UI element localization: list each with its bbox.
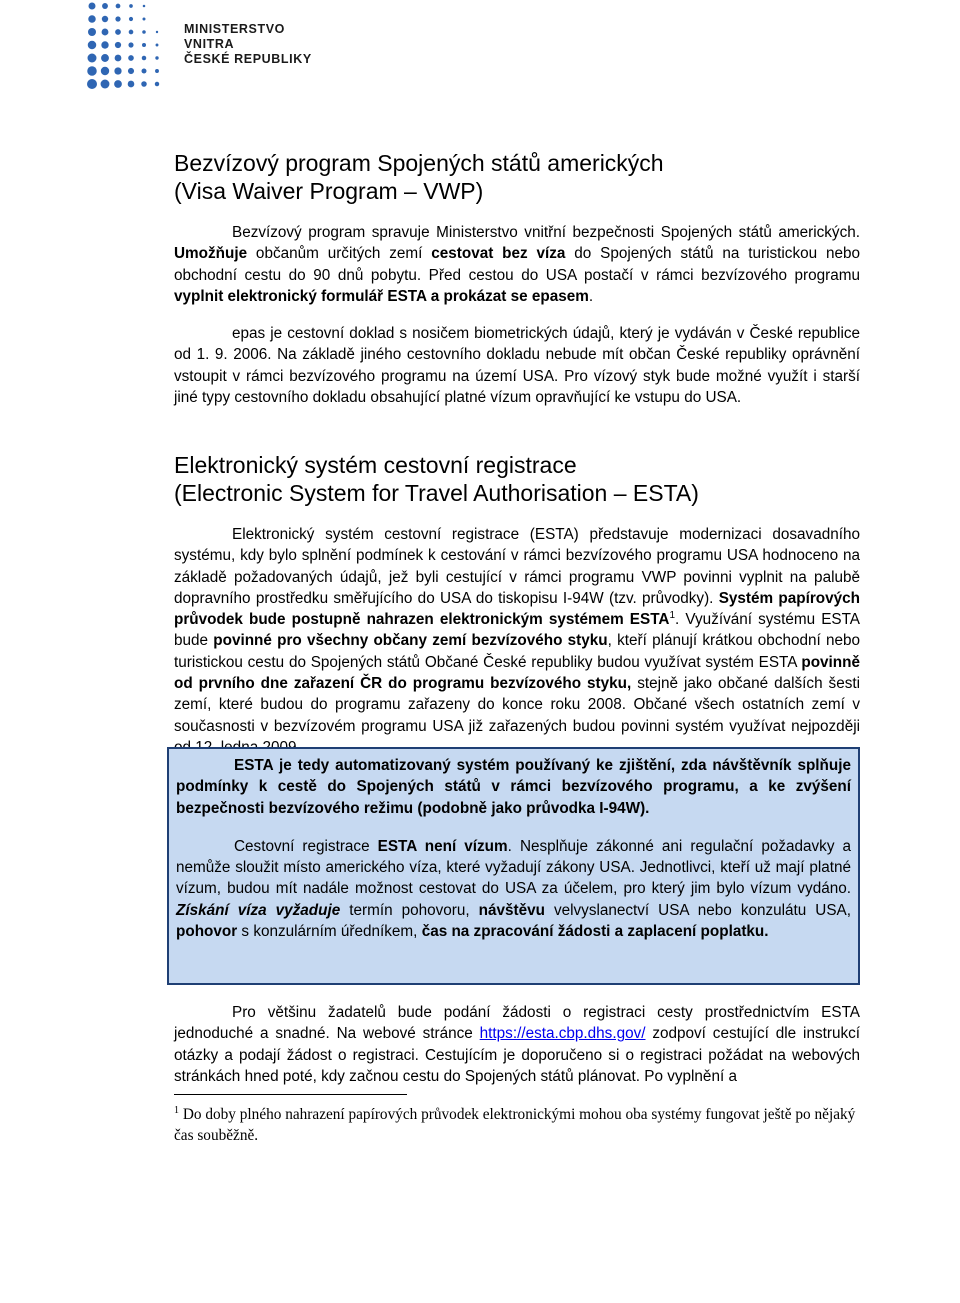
logo-dot	[115, 55, 122, 62]
bold-text: vyplnit elektronický formulář ESTA a prokázat se epasem	[174, 287, 589, 305]
bold-text: povinné pro všechny občany zemí bezvízového styku	[213, 632, 608, 650]
footnote-text: Do doby plného nahrazení papírových průvodek elektronickými mohou oba systémy fungovat ještě po nějaký čas souběžně.	[174, 1106, 856, 1144]
logo-dot	[141, 68, 146, 73]
text-run: termín pohovoru,	[340, 901, 479, 919]
logo-dot	[88, 54, 97, 63]
logo-dot	[102, 3, 108, 9]
logo-dot	[115, 42, 121, 48]
logo-dot	[88, 41, 97, 50]
logo-dot	[156, 44, 159, 47]
text-run: s konzulárním úředníkem,	[237, 923, 422, 941]
footnote-separator	[174, 1094, 407, 1095]
section-esta-title-line1: Elektronický systém cestovní registrace	[174, 452, 577, 478]
ministry-logo	[86, 0, 326, 94]
text-run: epas je cestovní doklad s nosičem biometrických údajů, který je vydáván v České republice od 1. 9. 2006. Na základě jiného cestovního dokladu nebude mít občan České republiky oprávnění vstoupit v rámci bezvízového programu na území USA. Pro vízový styk bude možné využít i starší jiné typy cestovního dokladu obsahující platné vízum opravňující ke vstupu do USA.	[174, 325, 860, 407]
logo-dot	[87, 66, 97, 76]
logo-dot-grid	[86, 0, 178, 94]
ministry-name	[184, 22, 326, 67]
text-run: občanům určitých zemí	[247, 245, 432, 263]
logo-dot	[101, 80, 110, 89]
logo-dot	[128, 42, 133, 47]
ministry-name-line2: ČESKÉ REPUBLIKY	[184, 52, 312, 66]
bold-text: povinně od prvního dne zařazení ČR do programu bezvízového styku,	[174, 653, 860, 693]
info-box-paragraph-1	[176, 755, 851, 819]
logo-dot	[115, 16, 120, 21]
section-vwp-title	[174, 149, 860, 205]
logo-dot	[156, 31, 158, 33]
text-run: stejně jako občané dalších šesti zemí, které budou do programu zařazeny do konce roku 2008. Občané všech ostatních zemí v současnosti v bezvízovém programu USA již zařazených budou povinni systém využívat nejpozději	[174, 675, 860, 735]
footnote-reference[interactable]: 1	[669, 610, 676, 622]
logo-dot	[128, 68, 134, 74]
logo-dot	[114, 80, 122, 88]
logo-dot	[129, 30, 134, 35]
logo-dot	[128, 55, 134, 61]
vwp-paragraph-2	[174, 323, 860, 408]
footnote	[174, 1104, 860, 1146]
logo-dot	[87, 79, 97, 89]
logo-dot	[101, 54, 109, 62]
application-paragraph	[174, 1002, 860, 1087]
section-vwp-title-line2: (Visa Waiver Program – VWP)	[174, 178, 484, 204]
footnote-number: 1	[174, 1104, 179, 1116]
bold-text: Umožňuje	[174, 245, 248, 263]
section-vwp	[174, 149, 860, 408]
section-application	[174, 1002, 860, 1087]
logo-dot	[142, 43, 146, 47]
logo-dot	[142, 17, 145, 20]
text-run: do Spojených států na turistickou nebo obchodní cestu do 90 dnů pobytu. Před cestou do USA postačí v rámci bezvízového programu	[174, 245, 860, 284]
section-esta-title-line2: (Electronic System for Travel Authorisation – ESTA)	[174, 480, 699, 506]
logo-dot	[88, 15, 96, 23]
logo-dot	[142, 30, 146, 34]
logo-dot	[89, 3, 96, 10]
bold-text: cestovat bez víza	[431, 245, 566, 263]
emphasis-text: Získání víza vyžaduje	[176, 901, 341, 919]
text-run: Elektronický systém cestovní registrace (ESTA) představuje modernizaci dosavadního systému, kdy bylo splnění podmínek k cestování v rámci bezvízového programu USA hodnoceno na základě požadovaných údajů, jež byli cestující v rámci programu VWP povinni vyplnit na palubě dopravního prostředku směřujícího do USA do tiskopisu I-94W (tzv. průvodky).	[174, 526, 860, 607]
section-esta-title	[174, 451, 860, 507]
logo-dot	[129, 17, 133, 21]
bold-text: návštěvu	[478, 901, 545, 919]
bold-text: čas na zpracování žádosti a zaplacení poplatku.	[421, 923, 769, 941]
info-box-paragraph-2	[176, 836, 851, 942]
logo-dot	[102, 16, 108, 22]
text-run: .	[588, 287, 594, 305]
logo-dot	[101, 41, 108, 48]
vwp-paragraph-1	[174, 222, 860, 307]
logo-dot	[155, 69, 159, 73]
esta-website-link[interactable]: https://esta.cbp.dhs.gov/	[479, 1025, 646, 1043]
text-run: velvyslanectví USA nebo konzulátu USA,	[544, 901, 852, 919]
bold-text: ESTA není vízum	[377, 837, 508, 855]
bold-text: ESTA je tedy automatizovaný systém používaný ke zjištění, zda návštěvník splňuje podmínky k cestě do Spojených států v rámci bezvízového programu, a ke zvýšení bezpečnosti bezvízového režimu (podobně jako průvodka I-94W).	[176, 757, 851, 817]
logo-dot	[141, 81, 147, 87]
logo-dot	[129, 4, 133, 8]
text-run: . Využívání systému ESTA bude	[174, 611, 861, 650]
text-run: zodpoví cestující dle instrukcí otázky a podají žádost o registraci. Cestujícím je doporučeno si o registraci požádat na webových stránkách hned poté, kdy začnou cestu do Spojených států plánovat. Po vyplnění a	[174, 1025, 860, 1085]
logo-dot	[116, 4, 121, 9]
text-run: Pro většinu žadatelů bude podání žádosti o registraci cesty prostřednictvím ESTA jednoduché a snadné. Na webové stránce	[174, 1004, 860, 1043]
esta-info-box	[167, 747, 860, 985]
logo-dot	[155, 56, 158, 59]
ministry-name-line1: MINISTERSTVO VNITRA	[184, 22, 285, 51]
logo-dot	[143, 5, 146, 8]
logo-dot	[114, 67, 121, 74]
logo-dot	[115, 29, 121, 35]
bold-text: Systém papírových průvodek bude postupně nahrazen elektronickým systémem ESTA	[174, 589, 861, 629]
logo-dot	[155, 82, 159, 86]
text-run: Cestovní registrace	[234, 837, 378, 855]
text-run: . Nesplňuje zákonné ani regulační požadavky a nemůže sloužit místo amerického víza, které vyžadují zákony USA. Jednotlivci, kteří už mají platné vízum, budou mít nadále možnost cestovat do USA za účelem, pro který jim bylo vízum vydáno.	[176, 837, 852, 898]
logo-dot	[142, 56, 147, 61]
logo-dot	[128, 81, 135, 88]
section-vwp-title-line1: Bezvízový program Spojených států amerických	[174, 150, 664, 176]
logo-dot	[101, 67, 109, 75]
logo-dot	[102, 29, 109, 36]
logo-dot	[88, 28, 96, 36]
bold-text: pohovor	[176, 923, 238, 941]
esta-paragraph-1	[174, 524, 860, 758]
text-run: Bezvízový program spravuje Ministerstvo vnitřní bezpečnosti Spojených států amerických.	[232, 224, 860, 241]
section-esta	[174, 451, 860, 758]
text-run: , kteří plánují krátkou obchodní nebo turistickou cestu do Spojených států Občané České republiky budou využívat systém ESTA	[174, 632, 861, 671]
